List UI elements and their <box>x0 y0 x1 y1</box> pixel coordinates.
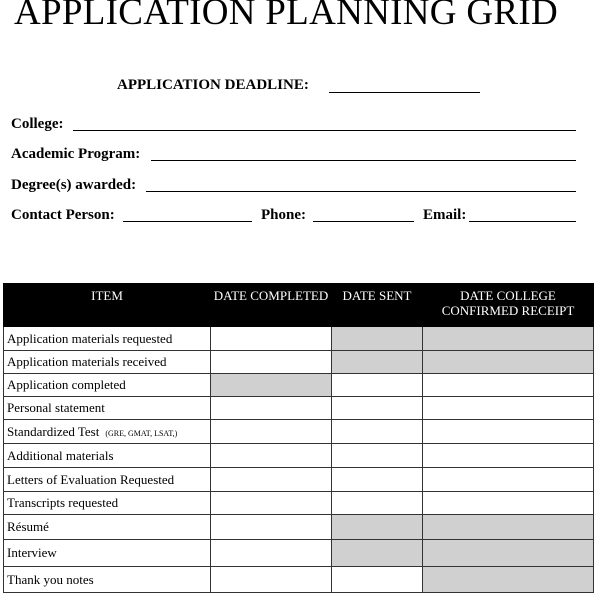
item-label: Letters of Evaluation Requested <box>7 471 175 487</box>
column-header: DATE COMPLETED <box>211 284 332 327</box>
item-label: Personal statement <box>7 400 105 415</box>
date-cell[interactable] <box>211 351 332 374</box>
phone-label: Phone: <box>261 207 306 223</box>
planning-grid <box>3 283 594 593</box>
date-cell[interactable] <box>211 540 332 567</box>
table-row <box>4 374 594 397</box>
shaded-cell <box>332 540 423 567</box>
email-field[interactable] <box>469 221 576 222</box>
item-cell <box>4 327 211 351</box>
table-row <box>4 351 594 374</box>
college-label: College: <box>11 116 64 132</box>
contact-label: Contact Person: <box>11 207 115 223</box>
item-cell <box>4 468 211 492</box>
item-label: Interview <box>7 545 57 560</box>
date-cell[interactable] <box>332 420 423 444</box>
table-row <box>4 468 594 492</box>
shaded-cell <box>423 540 594 567</box>
email-label: Email: <box>423 207 467 223</box>
program-label: Academic Program: <box>11 146 141 162</box>
table-row <box>4 540 594 567</box>
date-cell[interactable] <box>211 492 332 515</box>
item-cell <box>4 420 211 444</box>
date-cell[interactable] <box>332 492 423 515</box>
date-cell[interactable] <box>211 444 332 468</box>
table-row <box>4 492 594 515</box>
item-cell <box>4 492 211 515</box>
item-label: Résumé <box>7 519 49 534</box>
item-label: Standardized Test <box>7 423 100 439</box>
shaded-cell <box>423 327 594 351</box>
date-cell[interactable] <box>332 468 423 492</box>
shaded-cell <box>332 351 423 374</box>
date-cell[interactable] <box>211 397 332 420</box>
item-label: Application completed <box>7 377 126 392</box>
shaded-cell <box>211 374 332 397</box>
shaded-cell <box>423 515 594 540</box>
shaded-cell <box>332 327 423 351</box>
date-cell[interactable] <box>332 397 423 420</box>
item-label: Additional materials <box>7 447 114 463</box>
item-cell <box>4 444 211 468</box>
degree-field[interactable] <box>146 191 576 192</box>
table-row <box>4 327 594 351</box>
degree-label: Degree(s) awarded: <box>11 177 137 193</box>
contact-field[interactable] <box>123 221 252 222</box>
table-row <box>4 444 594 468</box>
shaded-cell <box>423 351 594 374</box>
date-cell[interactable] <box>423 397 594 420</box>
item-label: Thank you notes <box>7 571 94 587</box>
date-cell[interactable] <box>211 468 332 492</box>
item-note: (GRE, GMAT, LSAT,) <box>105 428 178 438</box>
item-cell <box>4 374 211 397</box>
item-label: Application materials received <box>7 354 167 369</box>
column-header: DATE COLLEGE CONFIRMED RECEIPT <box>423 284 594 327</box>
date-cell[interactable] <box>211 515 332 540</box>
date-cell[interactable] <box>211 327 332 351</box>
column-header: ITEM <box>4 284 211 327</box>
date-cell[interactable] <box>423 492 594 515</box>
date-cell[interactable] <box>423 468 594 492</box>
deadline-label: APPLICATION DEADLINE: <box>117 77 309 93</box>
item-cell <box>4 397 211 420</box>
college-field[interactable] <box>73 130 576 131</box>
date-cell[interactable] <box>423 444 594 468</box>
date-cell[interactable] <box>423 374 594 397</box>
item-label: Transcripts requested <box>7 495 119 510</box>
date-cell[interactable] <box>332 444 423 468</box>
deadline-field[interactable] <box>329 92 480 93</box>
item-cell <box>4 351 211 374</box>
table-row <box>4 515 594 540</box>
shaded-cell <box>332 515 423 540</box>
date-cell[interactable] <box>211 420 332 444</box>
page-title: APPLICATION PLANNING GRID <box>14 0 558 33</box>
date-cell[interactable] <box>423 420 594 444</box>
phone-field[interactable] <box>313 221 414 222</box>
item-cell <box>4 540 211 567</box>
item-cell <box>4 515 211 540</box>
item-label: Application materials requested <box>7 330 173 346</box>
table-row <box>4 397 594 420</box>
table-row <box>4 420 594 444</box>
date-cell[interactable] <box>332 374 423 397</box>
column-header: DATE SENT <box>332 284 423 327</box>
program-field[interactable] <box>151 160 576 161</box>
